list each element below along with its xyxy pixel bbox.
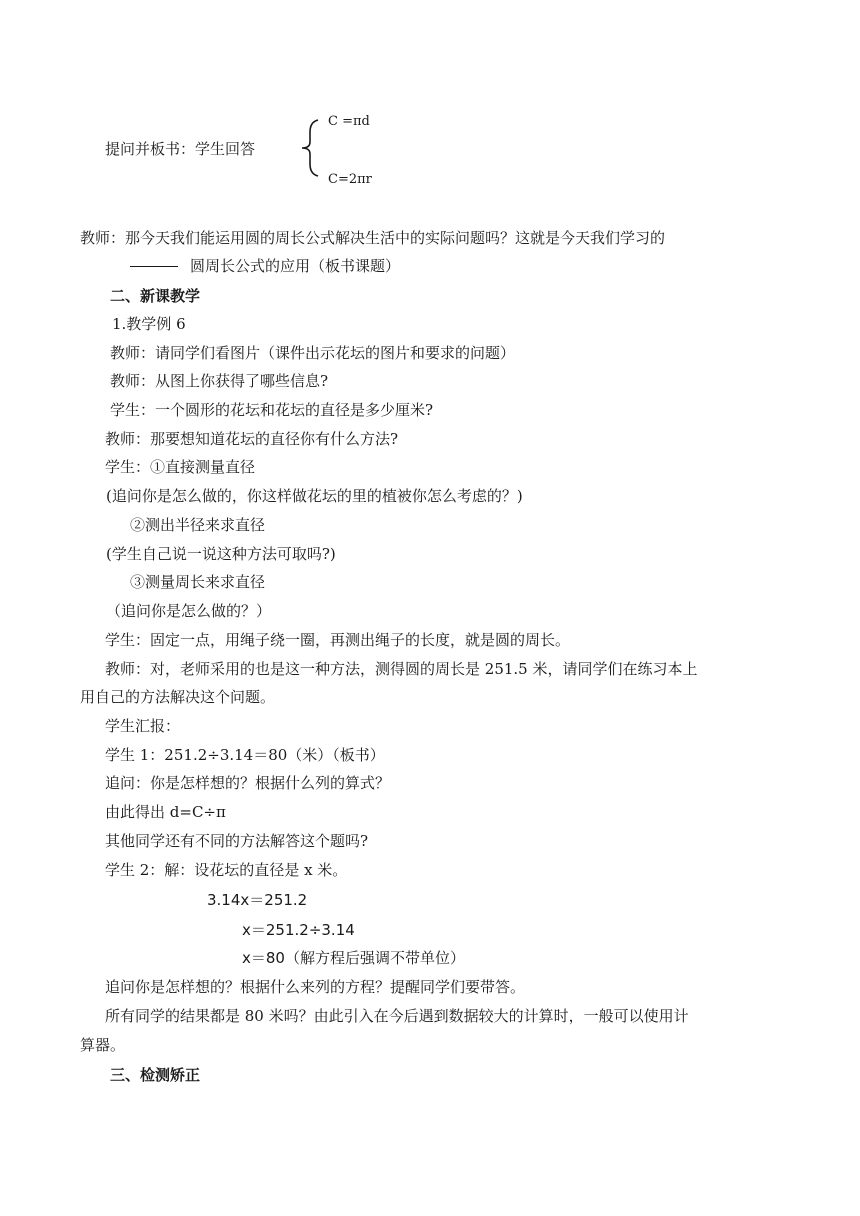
question-line-2: (学生自己说一说这种方法可取吗?)	[106, 545, 336, 563]
question-line-3: （追问你是怎么做的？）	[106, 602, 272, 620]
student-line-2: 学生：①直接测量直径	[105, 458, 256, 476]
dash-rule	[130, 266, 178, 267]
teacher-line-3: 教师：那要想知道花坛的直径你有什么方法?	[105, 430, 399, 448]
student-line-3: 学生：固定一点，用绳子绕一圈，再测出绳子的长度，就是圆的周长。	[105, 631, 571, 649]
teacher-line-2: 教师：从图上你获得了哪些信息?	[110, 372, 329, 390]
ask-line-1: 追问：你是怎样想的？根据什么列的算式？	[105, 774, 391, 792]
student-answer-1: 学生 1：251.2÷3.14＝80（米）（板书）	[105, 746, 385, 764]
brace-icon	[298, 118, 322, 178]
question-line-1: (追问你是怎么做的，你这样做花坛的里的植被你怎么考虑的？)	[106, 487, 523, 505]
equation-3: x＝80（解方程后强调不带单位）	[242, 949, 465, 967]
equation-2: x＝251.2÷3.14	[242, 921, 355, 939]
report-line: 学生汇报：	[105, 717, 181, 735]
other-method-line: 其他同学还有不同的方法解答这个题吗?	[105, 832, 369, 850]
teacher-line-1: 教师：请同学们看图片（课件出示花坛的图片和要求的问题）	[110, 344, 516, 362]
section-heading-3: 三、检测矫正	[110, 1066, 201, 1084]
derive-line: 由此得出 d=C÷π	[105, 803, 226, 821]
formula-top: C =πd	[328, 114, 370, 129]
all-results-line-1: 所有同学的结果都是 80 米吗？由此引入在今后遇到数据较大的计算时，一般可以使用计	[105, 1007, 689, 1025]
formula-bottom: C=2πr	[328, 172, 372, 187]
method-line-3: ③测量周长来求直径	[130, 573, 266, 591]
formula-label: 提问并板书：学生回答	[105, 140, 256, 158]
student-line-1: 学生：一个圆形的花坛和花坛的直径是多少厘米?	[110, 401, 434, 419]
intro-line-1: 教师：那今天我们能运用圆的周长公式解决生活中的实际问题吗？这就是今天我们学习的	[80, 229, 666, 247]
section-heading-2: 二、新课教学	[110, 287, 201, 305]
teacher-line-4b: 用自己的方法解决这个问题。	[80, 688, 276, 706]
student-answer-2: 学生 2：解：设花坛的直径是 x 米。	[105, 861, 348, 879]
equation-1: 3.14x＝251.2	[207, 891, 308, 909]
method-line-2: ②测出半径来求直径	[130, 516, 266, 534]
example-line: 1.教学例 6	[112, 315, 186, 333]
all-results-line-2: 算器。	[80, 1036, 126, 1054]
intro-line-2: 圆周长公式的应用（板书课题）	[190, 257, 401, 275]
ask-line-2: 追问你是怎样想的？根据什么来列的方程？提醒同学们要带答。	[105, 978, 526, 996]
teacher-line-4: 教师：对，老师采用的也是这一种方法，测得圆的周长是 251.5 米，请同学们在练习本上	[105, 660, 698, 678]
